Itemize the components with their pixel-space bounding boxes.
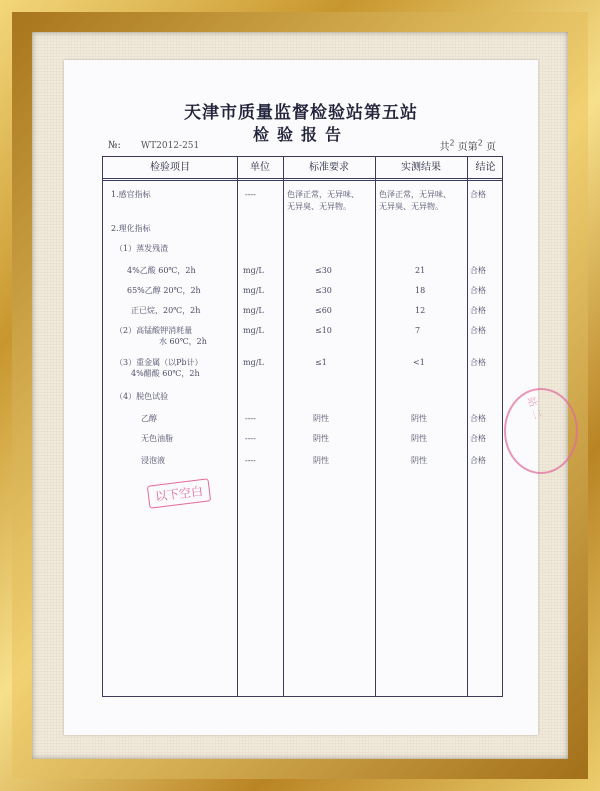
row-result: 色泽正常，无异味、 [379,190,451,199]
row-standard: ≤10 [315,326,332,335]
row-item: 浸泡液 [141,456,165,465]
row-standard: 无异臭、无异物。 [287,202,351,211]
row-conclusion: 合格 [470,306,486,315]
row-item-detail: 4%醋酸 60℃，2h [131,369,200,378]
header-standard: 标准要求 [309,162,349,173]
row-standard: ≤30 [315,266,332,275]
row-standard: 阴性 [313,434,329,443]
row-item: 乙醇 [141,414,157,423]
row-standard: ≤1 [315,358,327,367]
row-conclusion: 合格 [470,326,486,335]
row-conclusion: 合格 [470,414,486,423]
row-unit: mg/L [243,306,264,315]
row-item: 1.感官指标 [111,190,151,199]
row-result: 无异臭、无异物。 [379,202,443,211]
row-result: 12 [415,306,426,315]
row-item: 65%乙醇 20℃，2h [127,286,201,295]
row-result: 阴性 [411,456,427,465]
row-conclusion: 合格 [470,358,486,367]
row-unit: mg/L [243,286,264,295]
row-result: 阴性 [411,414,427,423]
report-paper [64,60,538,735]
row-item: （4）脱色试验 [115,392,169,401]
row-standard: 色泽正常，无异味、 [287,190,359,199]
header-item: 检验项目 [150,162,190,173]
report-title: 天津市质量监督检验站第五站 [184,103,418,123]
header-conclusion: 结论 [475,162,496,173]
row-unit: ---- [245,190,256,199]
row-result: 阴性 [411,434,427,443]
row-unit: mg/L [243,326,264,335]
report-number-label: №: [108,140,121,151]
official-seal-text: 站 二 [524,395,543,421]
col-divider [283,157,284,696]
page-count [439,138,496,153]
total-label: 共 [439,142,450,153]
row-unit: ---- [245,414,256,423]
row-result: 18 [415,286,426,295]
row-item: （3）重金属（以Pb计） [115,358,203,367]
report-number [108,140,199,151]
row-item: （1）蒸发残渣 [115,244,169,253]
row-standard: 阴性 [313,414,329,423]
row-result: <1 [413,358,425,367]
row-unit: mg/L [243,266,264,275]
total-pages: 2 [449,138,455,148]
col-divider [467,157,468,696]
row-conclusion: 合格 [470,190,486,199]
header-unit: 单位 [250,162,270,173]
row-conclusion: 合格 [470,266,486,275]
row-unit: ---- [245,434,256,443]
col-divider [375,157,376,696]
page-label: 页第 [457,142,478,153]
col-divider [237,157,238,696]
row-standard: ≤30 [315,286,332,295]
row-result: 7 [415,326,421,335]
header-result: 实测结果 [401,162,441,173]
report-number-value: WT2012-251 [140,141,200,151]
row-standard: ≤60 [315,306,332,315]
blank-below-stamp: 以下空白 [147,478,211,508]
row-item: 2.理化指标 [111,224,151,233]
row-unit: ---- [245,456,256,465]
row-item: （2）高锰酸钾消耗量 [115,326,193,335]
row-item-detail: 水 60℃，2h [159,337,207,346]
row-item: 4%乙酸 60℃，2h [127,266,196,275]
current-page: 2 [477,138,483,148]
row-item: 正已烷，20℃，2h [131,306,201,315]
row-standard: 阴性 [313,456,329,465]
row-result: 21 [415,266,426,275]
row-unit: mg/L [243,358,264,367]
row-conclusion: 合格 [470,434,486,443]
inspection-table [102,156,503,697]
row-conclusion: 合格 [470,456,486,465]
report-subtitle: 检验报告 [252,125,349,144]
row-conclusion: 合格 [470,286,486,295]
page-suffix: 页 [486,142,496,153]
row-item: 无色油脂 [141,434,173,443]
